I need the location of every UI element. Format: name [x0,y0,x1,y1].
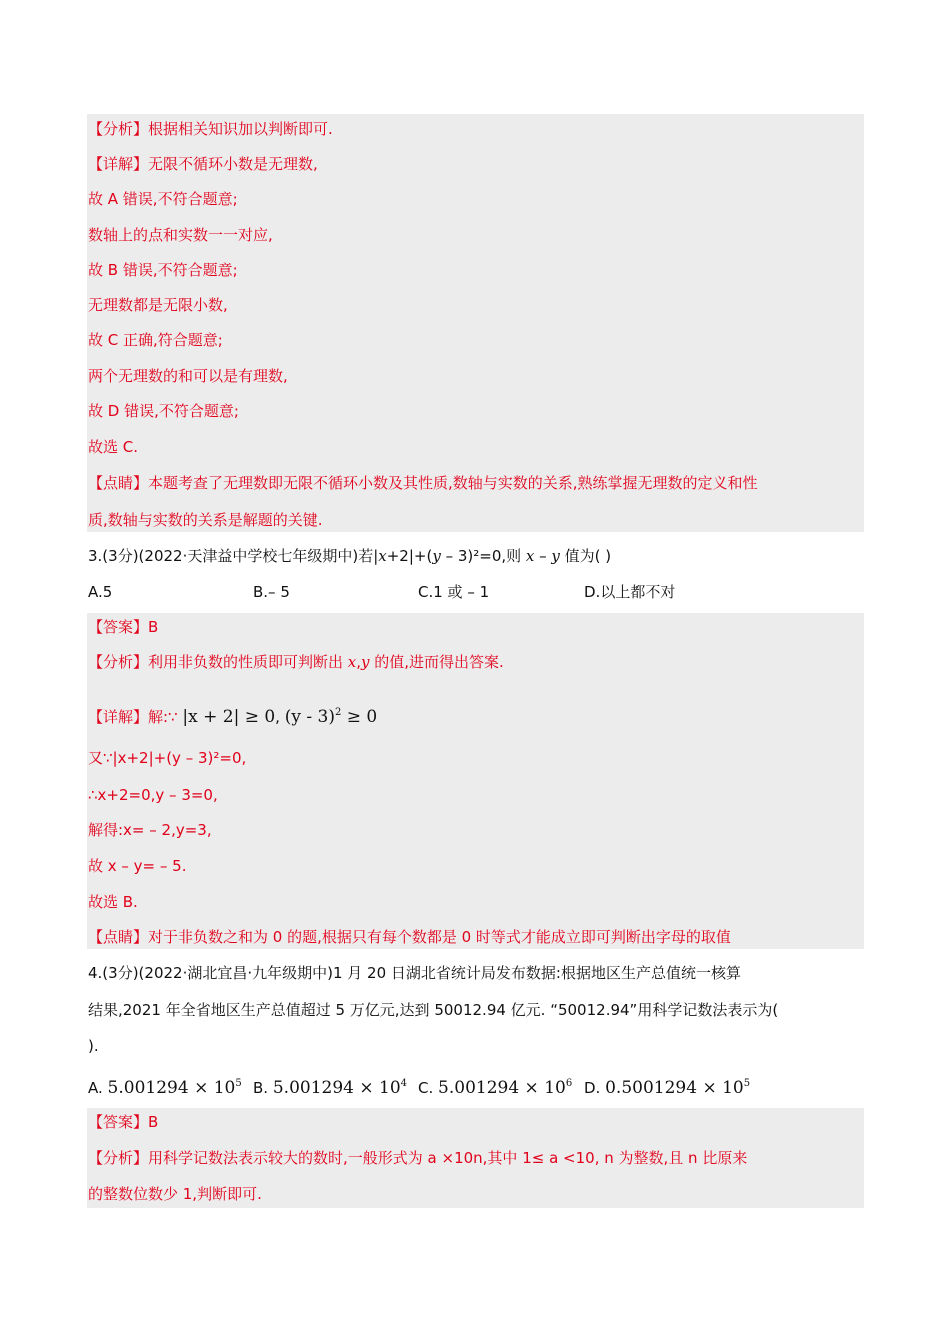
detail-line: 故 B 错误,不符合题意; [88,261,238,279]
stem-text: 3.(3分)(2022·天津益中学校七年级期中)若| [88,547,379,565]
detail-line: 两个无理数的和可以是有理数, [88,367,288,385]
formula-exponent: 2 [334,707,342,718]
detail-line: 故 D 错误,不符合题意; [88,402,239,420]
step-line: 又∵|x+2|+(y – 3)²=0, [88,749,247,767]
detail-line: 故 C 正确,符合题意; [88,331,223,349]
option-d [584,1074,750,1098]
mantissa: 5.001294 × 10 [107,1078,236,1098]
var-y: y [361,653,370,671]
question-4-stem: ). [88,1037,99,1055]
analysis-line: 【分析】用科学记数法表示较大的数时,一般形式为 a ×10n,其中 1≤ a <10, n 为整数,且 n 比原来 [88,1149,748,1167]
stem-text: – 3)²=0,则 [440,547,526,565]
option-d: D.以上都不对 [584,583,676,601]
step-line: 故选 B. [88,893,138,911]
formula-base: (y - 3) [284,707,335,727]
analysis-text: 【分析】利用非负数的性质即可判断出 [88,653,348,671]
formula-tail: ≥ 0 [341,707,378,727]
solution-block-q2 [87,114,864,532]
analysis-text: 的值,进而得出答案. [369,653,504,671]
option-label: D. [584,1079,601,1097]
detail-label: 【详解】解:∵ [88,708,178,726]
formula-comma: , [275,708,280,726]
option-c: C.1 或 – 1 [418,583,490,601]
mantissa: 0.5001294 × 10 [605,1078,744,1098]
option-b [253,1074,407,1098]
stem-text: 值为( ) [559,547,612,565]
detail-line: 无理数都是无限小数, [88,296,228,314]
comment-line: 【点睛】对于非负数之和为 0 的题,根据只有每个数都是 0 时等式才能成立即可判断出字母的取值 [88,928,731,946]
detail-line: 【详解】无限不循环小数是无理数, [88,155,318,173]
formula-abs: |x + 2| ≥ 0 [182,707,276,727]
exponent: 6 [565,1078,573,1089]
step-line: 故 x – y= – 5. [88,857,187,875]
option-a: A.5 [88,583,113,601]
answer-line: 【答案】B [88,1113,159,1131]
option-label: A. [88,1079,103,1097]
var-y: y [551,547,560,565]
detail-line [88,698,377,732]
option-c [418,1074,572,1098]
comment-line: 【点睛】本题考查了无理数即无限不循环小数及其性质,数轴与实数的关系,熟练掌握无理数的定义和性 [88,474,758,492]
formula-square [285,707,378,727]
stem-text: – [534,547,552,565]
option-label: C. [418,1079,434,1097]
mantissa: 5.001294 × 10 [272,1078,401,1098]
answer-line: 【答案】B [88,618,159,636]
analysis-text: , [356,653,362,671]
analysis-line: 的整数位数少 1,判断即可. [88,1185,262,1203]
exponent: 5 [743,1078,751,1089]
step-line: ∴x+2=0,y – 3=0, [88,786,218,804]
analysis-line [88,652,504,672]
detail-line: 故选 C. [88,438,139,456]
option-value [273,1078,407,1098]
exponent: 5 [235,1078,242,1089]
step-line: 解得:x= – 2,y=3, [88,821,212,839]
question-4-stem: 结果,2021 年全省地区生产总值超过 5 万亿元,达到 50012.94 亿元. “50012.94”用科学记数法表示为( [88,1001,779,1019]
var-x: x [347,653,357,671]
option-value [438,1078,572,1098]
detail-line: 数轴上的点和实数一一对应, [88,226,273,244]
question-4-stem: 4.(3分)(2022·湖北宜昌·九年级期中)1 月 20 日湖北省统计局发布数据:根据地区生产总值统一核算 [88,964,741,982]
var-x: x [525,547,535,565]
option-label: B. [253,1079,269,1097]
option-value [108,1078,242,1098]
var-x: x [378,547,387,565]
option-a [88,1074,242,1098]
detail-line: 故 A 错误,不符合题意; [88,190,238,208]
var-y: y [432,547,441,565]
comment-line: 质,数轴与实数的关系是解题的关键. [88,511,323,529]
mantissa: 5.001294 × 10 [438,1078,566,1098]
analysis-line: 【分析】根据相关知识加以判断即可. [88,120,333,138]
stem-text: +2|+( [386,547,433,565]
exponent: 4 [400,1078,408,1089]
question-3-stem [88,546,611,566]
option-value [605,1078,750,1098]
option-b: B.– 5 [253,583,290,601]
